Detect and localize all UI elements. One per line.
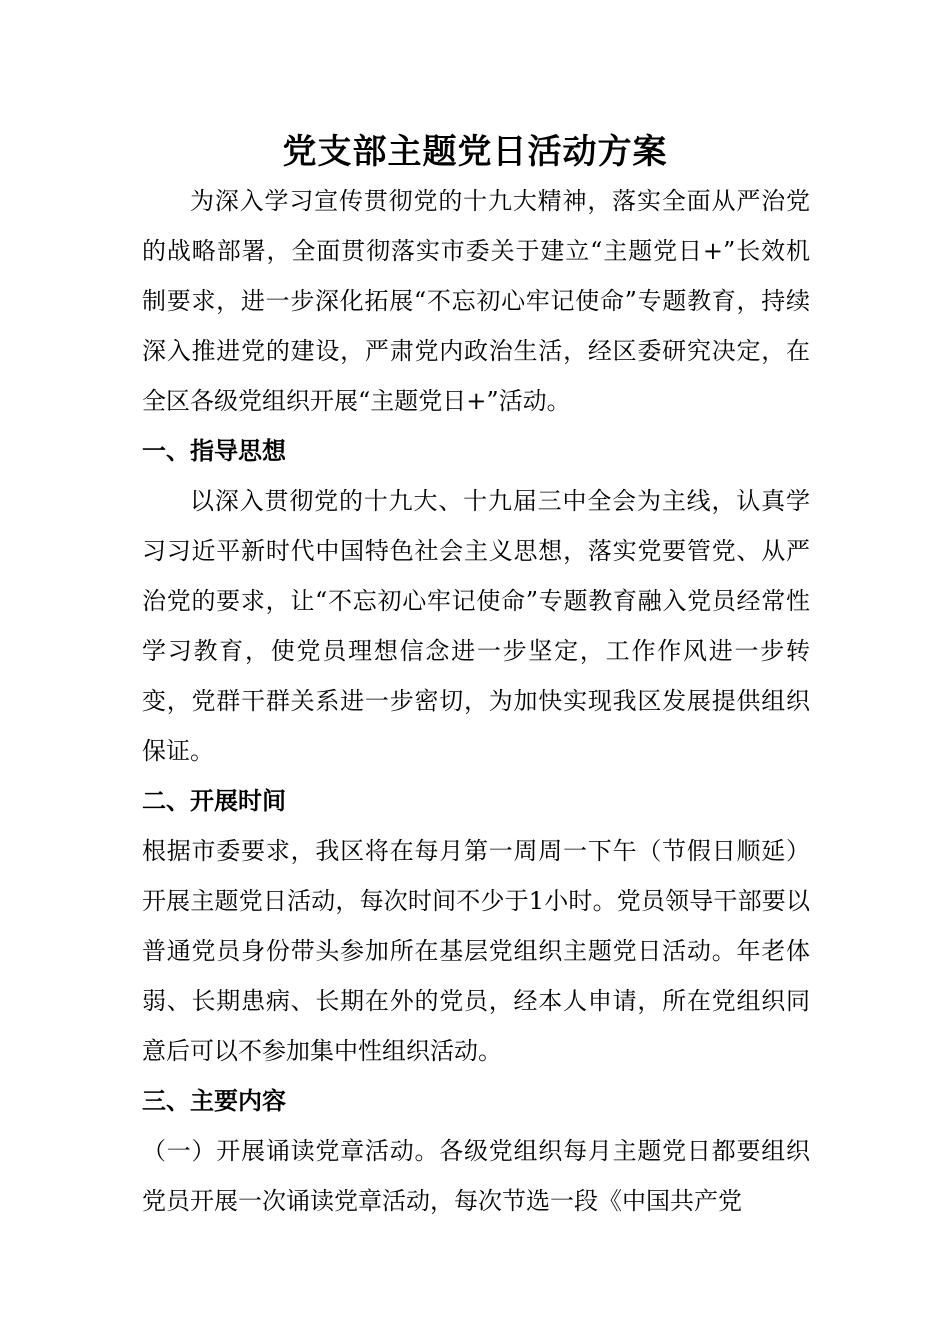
section-heading-guiding-ideology: 一、指导思想 [142,437,286,465]
schedule-paragraph: 根据市委要求，我区将在每月第一周周一下午（节假日顺延）开展主题党日活动，每次时间不少于1小时。党员领导干部要以普通党员身份带头参加所在基层党组织主题党日活动。年老体弱、长期患病、长期在外的党员，经本人申请，所在党组织同意后可以不参加集中性组织活动。 [142,837,810,1065]
main-content-paragraph: （一）开展诵读党章活动。各级党组织每月主题党日都要组织党员开展一次诵读党章活动，每次节选一段《中国共产党 [142,1137,810,1215]
guiding-ideology-paragraph: 以深入贯彻党的十九大、十九届三中全会为主线，认真学习习近平新时代中国特色社会主义思想，落实党要管党、从严治党的要求，让“不忘初心牢记使命”专题教育融入党员经常性学习教育，使党员理想信念进一步坚定，工作作风进一步转变，党群干群关系进一步密切，为加快实现我区发展提供组织保证。 [142,487,810,765]
document-body [142,176,810,1226]
document-title: 党支部主题党日活动方案 [282,132,668,172]
section-heading-main-content: 三、主要内容 [142,1087,286,1115]
intro-paragraph: 为深入学习宣传贯彻党的十九大精神，落实全面从严治党的战略部署，全面贯彻落实市委关于建立“主题党日+”长效机制要求，进一步深化拓展“不忘初心牢记使命”专题教育，持续深入推进党的建设，严肃党内政治生活，经区委研究决定，在全区各级党组织开展“主题党日+”活动。 [142,187,810,415]
section-heading-schedule: 二、开展时间 [142,787,286,815]
